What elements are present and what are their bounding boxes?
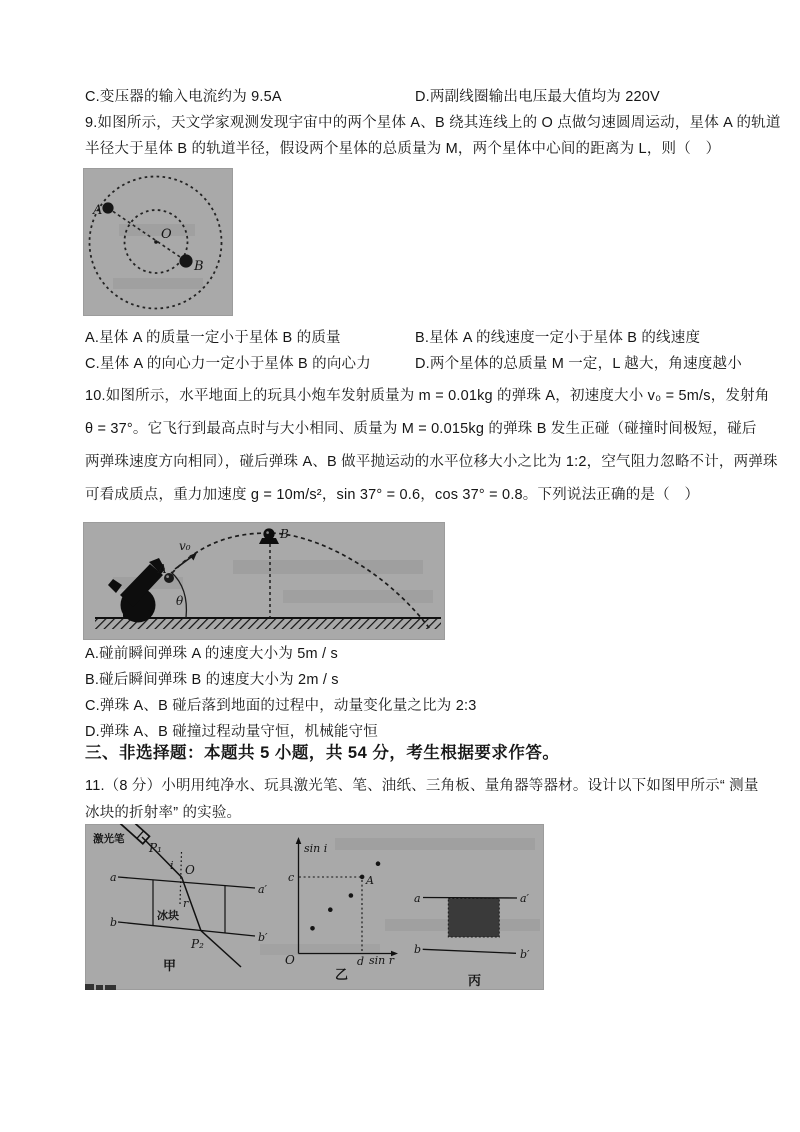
theta-label: θ (176, 594, 184, 608)
angle-r-label: r (183, 897, 189, 910)
scatter-point (360, 875, 365, 880)
q9-option-b: B.星体 A 的线速度一定小于星体 B 的线速度 (415, 330, 701, 346)
jia-caption: 甲 (163, 958, 177, 973)
p2-label: P₂ (191, 937, 204, 951)
refraction-diagram (85, 824, 544, 990)
scatter-point (376, 861, 381, 866)
bing-b-label: b (414, 943, 422, 956)
d-label: d (357, 955, 365, 968)
prev-option-c: C.变压器的输入电流约为 9.5A (85, 89, 282, 105)
v0-label: v₀ (179, 539, 191, 553)
trajectory-path (172, 533, 430, 629)
q11-stem-line2: 冰块的折射率” 的实验。 (85, 805, 242, 821)
point-o-label: O (185, 863, 195, 877)
x-axis-label: sin r (369, 954, 395, 967)
marble-b-highlight (266, 531, 269, 534)
p1-label: P₁ (149, 841, 162, 855)
center-o-dot (154, 240, 158, 244)
q10-stem-line4: 可看成质点，重力加速度 g = 10m/s²，sin 37° = 0.6，cos 37° = 0.8。下列说法正确的是（ ） (85, 487, 700, 503)
y-axis-label: sin i (304, 842, 328, 855)
bing-a-label: a (414, 892, 421, 905)
exit-ray (201, 931, 241, 967)
surface-a-line (118, 877, 255, 888)
c-label: c (288, 871, 295, 884)
surface-b-line (118, 922, 255, 936)
star-b-dot (179, 254, 192, 267)
bing-caption: 丙 (468, 973, 482, 988)
scan-noise (113, 278, 203, 289)
q9-stem-line1: 9.如图所示，天文学家观测发现宇宙中的两个星体 A、B 绕其连线上的 O 点做匀速圆周运动，星体 A 的轨道 (85, 115, 781, 131)
star-b-label: B (194, 259, 204, 274)
bing-b-prime-label: b′ (520, 948, 530, 961)
marble-a-label: A (158, 562, 167, 576)
q10-stem-line2: θ = 37°。它飞行到最高点时与大小相同、质量为 M = 0.015kg 的弹珠 B 发生正碰（碰撞时间极短，碰后 (85, 421, 757, 437)
q10-option-d: D.弹珠 A、B 碰撞过程动量守恒，机械能守恒 (85, 724, 378, 740)
q10-stem-line3: 两弹珠速度方向相同），碰后弹珠 A、B 做平抛运动的水平位移大小之比为 1:2，空气阻力忽略不计，两弹珠 (85, 454, 778, 470)
cannon-icon (108, 558, 165, 623)
marble-b-dot (263, 528, 274, 539)
scatter-point (349, 893, 354, 898)
origin-label: O (285, 953, 295, 967)
q10-option-b: B.碰后瞬间弹珠 B 的速度大小为 2m / s (85, 672, 339, 688)
scan-edge-fragment (85, 984, 116, 990)
scan-noise (283, 590, 433, 603)
marble-b-label: B (280, 527, 289, 541)
section3-header: 三、非选择题：本题共 5 小题，共 54 分，考生根据要求作答。 (85, 744, 560, 762)
scatter-point (310, 926, 315, 931)
bing-b-line (423, 949, 516, 953)
q10-option-a: A.碰前瞬间弹珠 A 的速度大小为 5m / s (85, 646, 338, 662)
bing-ice-rect (448, 899, 499, 938)
scatter-point (328, 907, 333, 912)
angle-i-label: i (170, 859, 174, 872)
ice-block-label: 冰块 (157, 910, 179, 922)
q11-experiment-figure (85, 824, 544, 990)
q9-option-c: C.星体 A 的向心力一定小于星体 B 的向心力 (85, 356, 371, 372)
bing-a-prime-label: a′ (520, 892, 530, 905)
star-a-label: A (93, 203, 103, 218)
q11-stem-line1: 11.（8 分）小明用纯净水、玩具激光笔、笔、油纸、三角板、量角器等器材。设计以下如图甲所示“ 测量 (85, 778, 759, 794)
scan-noise (233, 560, 423, 574)
q9-stem-line2: 半径大于星体 B 的轨道半径，假设两个星体的总质量为 M，两个星体中心间的距离为 L，则（ ） (85, 141, 721, 157)
a-prime-label: a′ (258, 883, 268, 896)
q9-option-d: D.两个星体的总质量 M 一定，L 越大，角速度越小 (415, 356, 742, 372)
center-o-label: O (161, 227, 172, 242)
bing-a-line (423, 898, 517, 899)
projectile-diagram (83, 522, 445, 640)
yi-caption: 乙 (335, 967, 349, 982)
scan-noise (335, 838, 535, 850)
orbit-diagram (83, 168, 233, 316)
scatter-points (310, 861, 380, 930)
q9-option-a: A.星体 A 的质量一定小于星体 B 的质量 (85, 330, 341, 346)
q9-orbit-figure (83, 168, 233, 316)
b-label: b (110, 916, 118, 929)
q10-projectile-figure (83, 522, 445, 640)
prev-option-d: D.两副线圈输出电压最大值均为 220V (415, 89, 660, 105)
y-axis-arrowhead (296, 837, 302, 844)
a-label: a (110, 871, 117, 884)
star-a-dot (102, 202, 113, 213)
laser-pen-label: 激光笔 (93, 833, 125, 845)
b-prime-label: b′ (258, 931, 268, 944)
q10-stem-line1: 10.如图所示，水平地面上的玩具小炮车发射质量为 m = 0.01kg 的弹珠 A，初速度大小 v₀ = 5m/s，发射角 (85, 388, 770, 404)
point-a-label: A (366, 874, 374, 887)
q10-option-c: C.弹珠 A、B 碰后落到地面的过程中，动量变化量之比为 2:3 (85, 698, 477, 714)
